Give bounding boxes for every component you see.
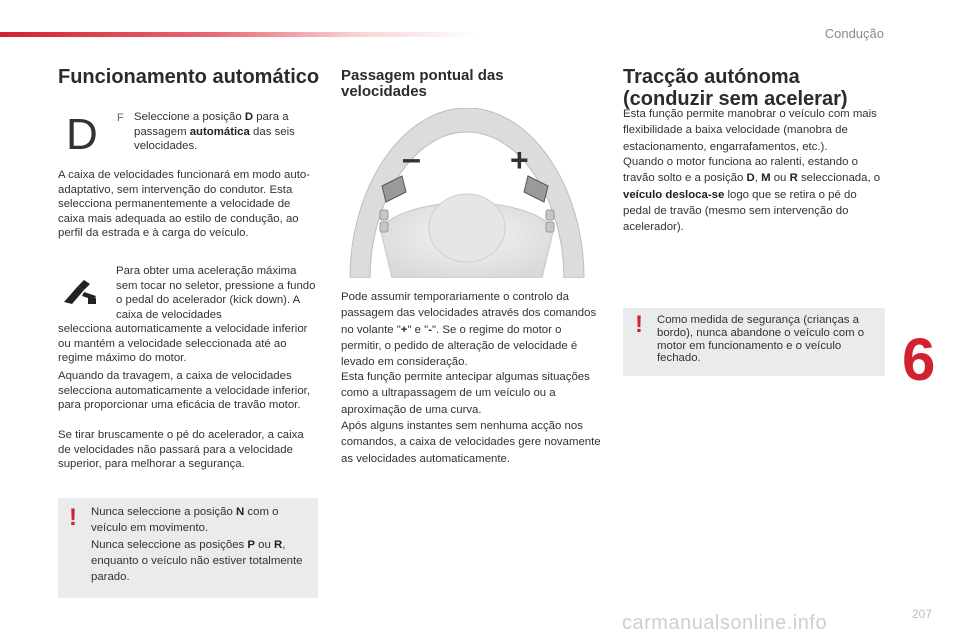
col1-paragraph-2: selecciona automaticamente a velocidade inferior ou mantém a velocidade seleccionada até ao regime máximo do motor. xyxy=(58,323,308,365)
warning-icon: ! xyxy=(635,311,643,338)
paddle-plus-label: + xyxy=(510,142,529,178)
foot-pedal-icon xyxy=(60,276,102,308)
chapter-number: 6 xyxy=(902,326,936,393)
col2-paragraph-3: Após alguns instantes sem nenhuma acção nos comandos, a caixa de velocidades gere novamente as velocidades automaticamente. xyxy=(341,420,601,465)
col3-paragraph-2: Quando o motor funciona ao ralenti, estando o travão solto e a posição D, M ou R seleccionada, o veículo desloca-se logo que se retira o pé do pedal de travão (mesmo sem intervenção do acelerador). xyxy=(623,156,881,234)
col1-paragraph-3: Aquando da travagem, a caixa de velocidades selecciona automaticamente a velocidade inferior, para proporcionar uma eficácia de travão motor. xyxy=(58,370,311,412)
col1-paragraph-1: A caixa de velocidades funcionará em modo auto-adaptativo, sem intervenção do condutor. Esta selecciona permanentemente a velocidade de caixa mais adequada ao estilo de condução, ao perfil da estrada e à carga do veículo. xyxy=(58,169,311,240)
kickdown-intro: Para obter uma aceleração máxima sem tocar no seletor, pressione a fundo o pedal do acelerador (kick down). A caixa de velocidades xyxy=(116,265,316,321)
warning-text-gear: Nunca seleccione a posição N com o veículo em movimento. Nunca seleccione as posições P ou R, enquanto o veículo não estiver totalmente parado. xyxy=(91,506,303,584)
warning-icon: ! xyxy=(69,504,77,531)
watermark: carmanualsonline.info xyxy=(622,612,828,634)
steering-wheel-illustration xyxy=(342,108,592,278)
col1-paragraph-4: Se tirar bruscamente o pé do acelerador, a caixa de velocidades não passará para a velocidade superior, para melhorar a segurança. xyxy=(58,429,304,471)
bullet-icon: F xyxy=(117,112,124,124)
gear-position-d-icon: D xyxy=(66,110,98,159)
header-accent-bar xyxy=(0,32,480,37)
col2-heading: Passagem pontual das velocidades xyxy=(341,67,504,100)
warning-text-safety: Como medida de segurança (crianças a bordo), nunca abandone o veículo com o motor em funcionamento e o veículo fechado. xyxy=(657,314,865,365)
col1-step: Seleccione a posição D para a passagem automática das seis velocidades. xyxy=(134,111,295,153)
paddle-minus-label: – xyxy=(402,140,421,178)
page-number: 207 xyxy=(912,607,933,621)
col2-paragraph-1: Pode assumir temporariamente o controlo da passagem das velocidades através dos comandos no volante "+" e "-". Se o regime do motor o permitir, o pedido de alteração de velocidade é levado em consideração. xyxy=(341,291,597,369)
section-title: Condução xyxy=(824,26,884,41)
col1-heading: Funcionamento automático xyxy=(58,66,320,88)
col2-paragraph-2: Esta função permite antecipar algumas situações como a ultrapassagem de um veículo ou a aproximação de uma curva. xyxy=(341,371,590,416)
col3-paragraph-1: Esta função permite manobrar o veículo com mais flexibilidade a baixa velocidade (manobra de estacionamento, engarrafamentos, etc.). xyxy=(623,108,877,153)
col3-heading: Tracção autónoma (conduzir sem acelerar) xyxy=(623,66,848,110)
